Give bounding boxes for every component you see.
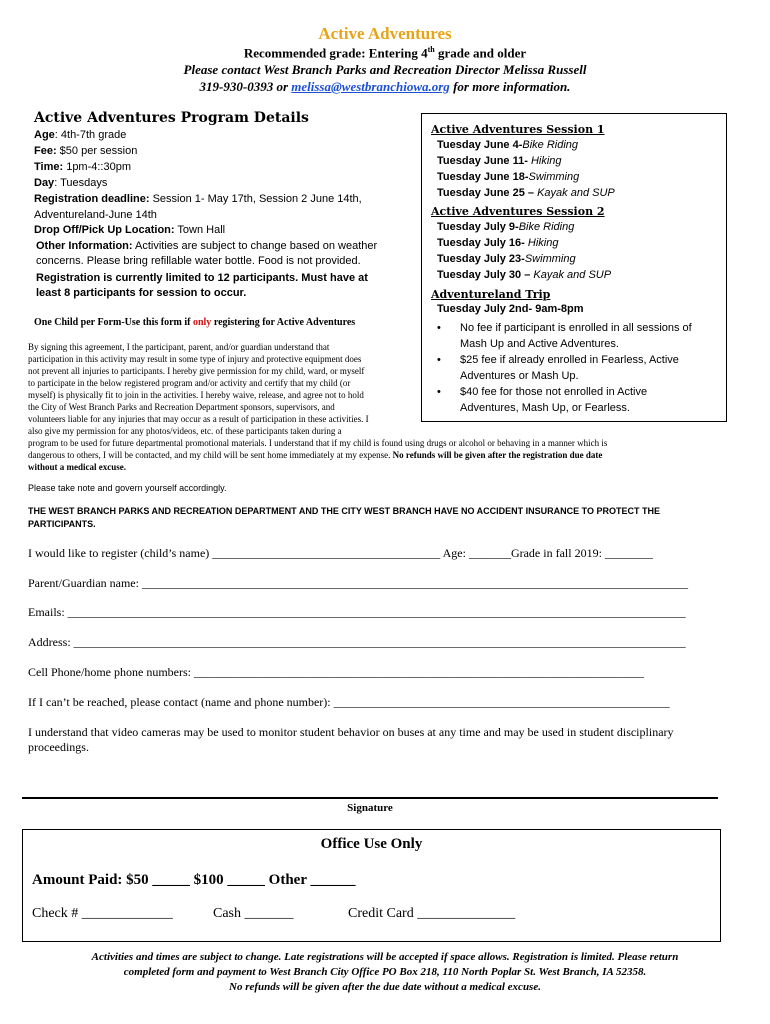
parent-name-field[interactable]: Parent/Guardian name: ___________________________________________________________________________________________ (28, 576, 688, 590)
other-label: Other Information: (36, 240, 133, 252)
legal-line: By signing this agreement, I the participant, parent, and/or guardian understand that (28, 342, 330, 352)
refund-bold: No refunds will be given after the registration due date (392, 450, 603, 460)
grade-line (0, 45, 770, 61)
session-date: Tuesday July 23- (437, 253, 525, 265)
session-activity: Kayak and SUP (533, 269, 612, 281)
legal-line: program to be used for future departmental promotional materials. I understand that if my child is found using drugs or alcohol or behaving in a manner which is (28, 438, 608, 448)
session-date: Tuesday June 4- (437, 139, 523, 151)
footer-line: completed form and payment to West Branch City Office PO Box 218, 110 North Poplar St. West Branch, IA 52358. (123, 966, 647, 978)
program-details-title: Active Adventures Program Details (34, 110, 309, 126)
one-child-post: registering for Active Adventures (211, 317, 356, 328)
bullet-text: $25 fee if already enrolled in Fearless, Active Adventures or Mash Up. (460, 354, 679, 382)
legal-line: not prevent all injuries to participants. I hereby give permission for my child, ward, or myself (28, 366, 365, 376)
address-field[interactable]: Address: ______________________________________________________________________________________________________ (28, 635, 686, 649)
adventureland-bullet (437, 320, 697, 352)
legal-line: participation in this activity may result in some type of injury and protective equipment does (28, 354, 362, 364)
session-activity: Hiking (530, 155, 562, 167)
bullet-text: No fee if participant is enrolled in all sessions of Mash Up and Active Adventures. (460, 322, 692, 350)
fee-label: Fee: (34, 145, 57, 157)
signature-label: Signature (347, 802, 393, 814)
phone-field[interactable]: Cell Phone/home phone numbers: ___________________________________________________________________________ (28, 665, 644, 679)
insurance-notice: THE WEST BRANCH PARKS AND RECREATION DEPARTMENT AND THE CITY WEST BRANCH HAVE NO ACCIDENT INSURANCE TO PROTECT THE PARTICIPANTS. (28, 506, 661, 529)
signature-line[interactable] (22, 797, 718, 799)
email-link[interactable]: melissa@westbranchiowa.org (291, 79, 450, 94)
deadline-line (34, 192, 404, 207)
session2-item (437, 253, 576, 265)
amount-paid-field[interactable]: Amount Paid: $50 _____ $100 _____ Other ______ (32, 872, 356, 888)
session-date: Tuesday July 16- (437, 237, 528, 249)
grade-text: Recommended grade: Entering 4 (243, 45, 428, 61)
age-line (34, 128, 404, 143)
deadline-value: Session 1- May 17th, Session 2 June 14th, (149, 193, 362, 205)
cash-field[interactable]: Cash _______ (213, 906, 294, 921)
other-info (36, 239, 394, 269)
bullet-icon: • (437, 322, 441, 334)
day-line (34, 176, 404, 191)
emergency-contact-field[interactable]: If I can’t be reached, please contact (name and phone number): ________________________________________________________ (28, 695, 670, 709)
time-label: Time: (34, 161, 64, 173)
legal-line: without a medical excuse. (28, 462, 126, 472)
session-activity: Hiking (527, 237, 559, 249)
fee-value: $50 per session (56, 145, 138, 157)
adventureland-bullet (437, 384, 697, 416)
session-date: Tuesday June 11- (437, 155, 531, 167)
more-info-text: for more information. (449, 79, 571, 94)
session1-item (437, 155, 562, 167)
bullet-icon: • (437, 386, 441, 398)
session1-heading: Active Adventures Session 1 (431, 123, 605, 136)
session2-item (437, 221, 574, 233)
grade-sup: th (427, 45, 435, 54)
bullet-icon: • (437, 354, 441, 366)
footer-line: No refunds will be given after the due date without a medical excuse. (229, 981, 541, 993)
legal-line: to participate in the below registered program and/or activity and certify that my child (or (28, 378, 351, 388)
session-activity: Bike Riding (522, 139, 579, 151)
day-value: : Tuesdays (54, 177, 108, 189)
session-activity: Bike Riding (518, 221, 575, 233)
note-text: Please take note and govern yourself accordingly. (28, 483, 227, 493)
check-field[interactable]: Check # _____________ (32, 906, 173, 921)
bullet-text: $40 fee for those not enrolled in Active Adventures, Mash Up, or Fearless. (460, 386, 648, 414)
session-activity: Kayak and SUP (537, 187, 615, 199)
deadline-label: Registration deadline: (34, 193, 150, 205)
office-use-title: Office Use Only (320, 836, 423, 852)
contact-line: Please contact West Branch Parks and Recreation Director Melissa Russell (183, 62, 587, 77)
session-date: Tuesday July 30 – (437, 269, 534, 281)
phone-line (0, 79, 770, 95)
session-date: Tuesday June 18- (437, 171, 529, 183)
grade-text-post: grade and older (434, 45, 527, 61)
dropoff-value: Town Hall (174, 224, 226, 236)
session2-item (437, 237, 558, 249)
adventureland-bullet (437, 352, 697, 384)
fee-line (34, 144, 404, 159)
only-emphasis: only (192, 317, 212, 328)
session1-item (437, 187, 615, 199)
session-date: Tuesday June 25 – (437, 187, 538, 199)
session-date: Tuesday July 9- (437, 221, 519, 233)
time-value: 1pm-4::30pm (63, 161, 132, 173)
emails-field[interactable]: Emails: _______________________________________________________________________________________________________ (28, 605, 686, 619)
legal-text: dangerous to others, I will be contacted, and my child will be sent home immediately at my expense. (28, 450, 391, 460)
credit-card-field[interactable]: Credit Card ______________ (348, 906, 516, 921)
one-child-pre: One Child per Form-Use this form if (34, 317, 193, 328)
legal-line (28, 449, 602, 461)
session-activity: Swimming (524, 253, 576, 265)
adventureland-heading: Adventureland Trip (431, 288, 551, 301)
age-value: : 4th-7th grade (54, 129, 127, 141)
limit-text: Registration is currently limited to 12 participants. Must have at least 8 participants for session to occur. (36, 272, 368, 299)
day-label: Day (34, 177, 55, 189)
phone-text: 319-930-0393 or (199, 79, 292, 94)
session2-heading: Active Adventures Session 2 (431, 205, 605, 218)
session1-item (437, 171, 579, 183)
dropoff-line (34, 223, 404, 238)
page-title: Active Adventures (318, 24, 452, 43)
session-activity: Swimming (528, 171, 580, 183)
one-child-notice (34, 317, 355, 328)
legal-line: myself) is physically fit to join in the activities. I hereby waive, release, and agree not to hold (28, 390, 364, 400)
legal-line: the City of West Branch Parks and Recreation Department sponsors, supervisors, and (28, 402, 335, 412)
legal-line: volunteers liable for any injuries that may occur as a result of participation in these activities. I (28, 414, 369, 424)
dropoff-label: Drop Off/Pick Up Location: (34, 224, 175, 236)
adventureland-date: Tuesday July 2nd- 9am-8pm (437, 303, 584, 315)
session1-item (437, 139, 578, 151)
age-label: Age (34, 129, 55, 141)
video-notice: I understand that video cameras may be used to monitor student behavior on buses at any time and may be used in student disciplinary proceedings. (28, 725, 674, 754)
time-line (34, 160, 404, 175)
deadline-line-2: Adventureland-June 14th (34, 209, 157, 221)
footer-line: Activities and times are subject to change. Late registrations will be accepted if space allows. Registration is limited. Please return (91, 951, 679, 963)
child-name-field[interactable]: I would like to register (child’s name) ______________________________________ Age: _______Grade in fall 2019: ________ (28, 546, 653, 560)
legal-line: also give my permission for any photos/videos, etc. of these participants taken during a (28, 426, 342, 436)
session2-item (437, 269, 611, 281)
other-value: Activities are subject to change based on weather concerns. Please bring refillable water bottle. Food is not provided. (36, 240, 378, 267)
